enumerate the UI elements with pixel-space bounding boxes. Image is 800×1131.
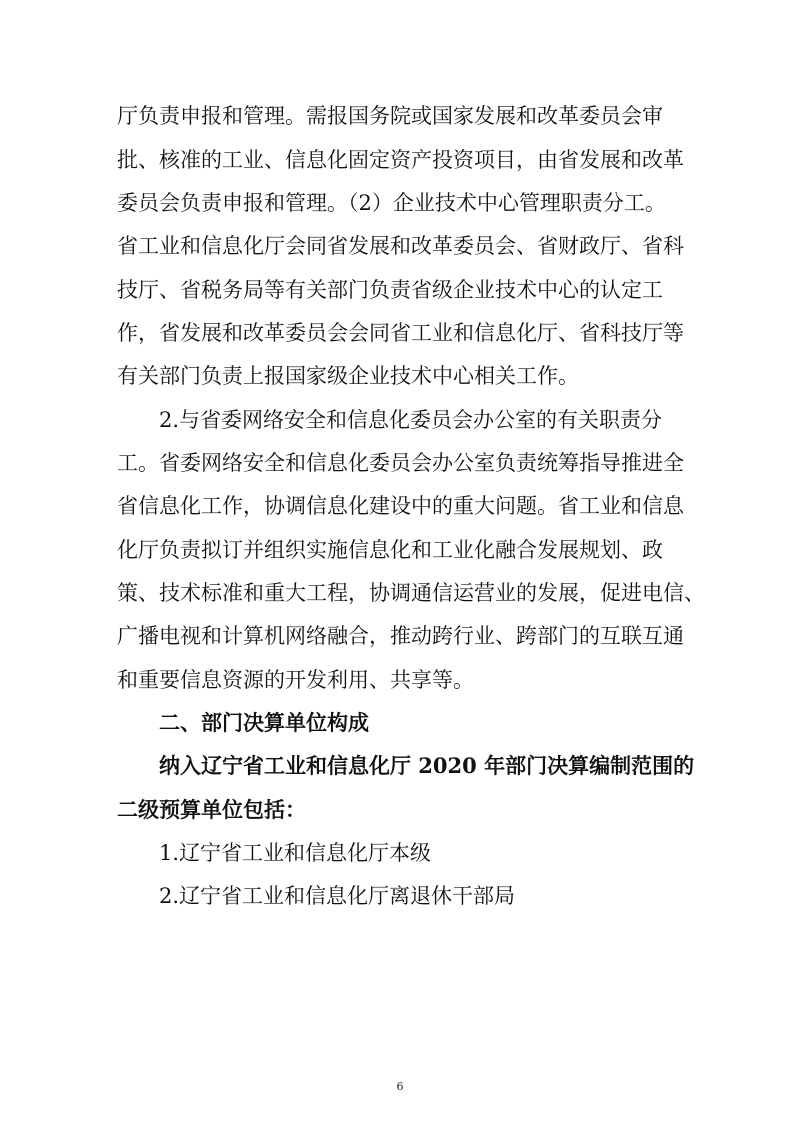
paragraph-2-line-6: 广播电视和计算机网络融合，推动跨行业、跨部门的互联互通	[117, 624, 684, 648]
paragraph-2-line-4: 化厅负责拟订并组织实施信息化和工业化融合发展规划、政	[117, 538, 663, 562]
paragraph-1-line-6: 作，省发展和改革委员会会同省工业和信息化厅、省科技厅等	[117, 321, 684, 345]
unit-list-item-2: 2.辽宁省工业和信息化厅离退休干部局	[159, 884, 516, 908]
paragraph-2-line-1: 2.与省委网络安全和信息化委员会办公室的有关职责分	[159, 408, 663, 432]
paragraph-1-line-7: 有关部门负责上报国家级企业技术中心相关工作。	[117, 364, 579, 388]
paragraph-3-line-1: 纳入辽宁省工业和信息化厅 2020 年部门决算编制范围的	[159, 753, 695, 778]
paragraph-2-line-2: 工。省委网络安全和信息化委员会办公室负责统筹指导推进全	[117, 451, 684, 475]
paragraph-2-line-3: 省信息化工作，协调信息化建设中的重大问题。省工业和信息	[117, 494, 684, 518]
paragraph-1-line-1: 厅负责申报和管理。需报国务院或国家发展和改革委员会审	[117, 104, 663, 128]
paragraph-2-line-5: 策、技术标准和重大工程，协调通信运营业的发展，促进电信、	[117, 581, 705, 605]
paragraph-3-line-2: 二级预算单位包括：	[117, 797, 306, 822]
section-heading: 二、部门决算单位构成	[159, 710, 369, 735]
paragraph-1-line-2: 批、核准的工业、信息化固定资产投资项目，由省发展和改革	[117, 148, 684, 172]
page-number: 6	[396, 1080, 404, 1093]
paragraph-1-line-4: 省工业和信息化厅会同省发展和改革委员会、省财政厅、省科	[117, 234, 684, 258]
paragraph-1-line-3: 委员会负责申报和管理。（2）企业技术中心管理职责分工。	[117, 191, 666, 215]
paragraph-2-line-7: 和重要信息资源的开发利用、共享等。	[117, 668, 474, 692]
unit-list-item-1: 1.辽宁省工业和信息化厅本级	[159, 841, 432, 865]
paragraph-1-line-5: 技厅、省税务局等有关部门负责省级企业技术中心的认定工	[117, 278, 663, 302]
